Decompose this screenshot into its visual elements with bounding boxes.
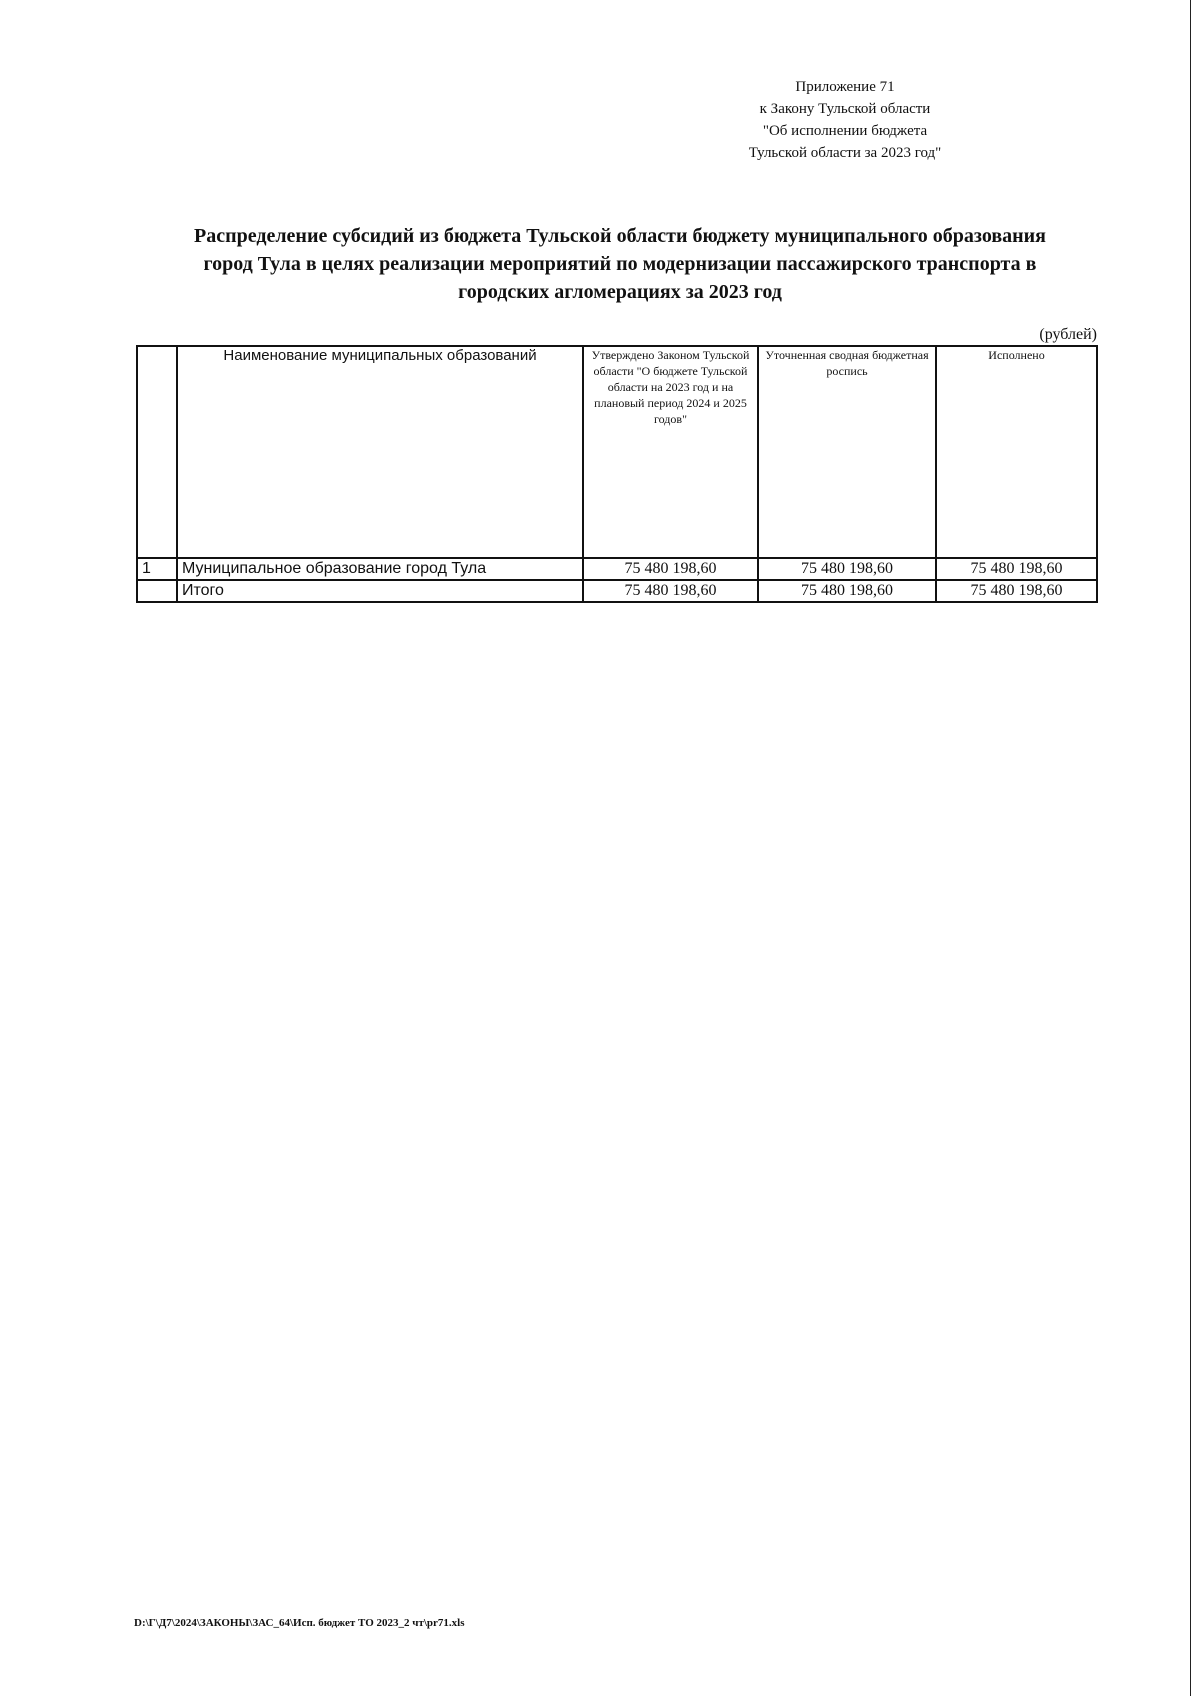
row-approved-cell: 75 480 198,60 (583, 558, 758, 580)
header-executed-cell: Исполнено (936, 346, 1097, 558)
total-approved-cell: 75 480 198,60 (583, 580, 758, 602)
appendix-line: Тульской области за 2023 год" (748, 145, 942, 161)
header-refined-cell: Уточненная сводная бюджетная роспись (758, 346, 936, 558)
row-name-cell: Муниципальное образование город Тула (177, 558, 583, 580)
total-refined-cell: 75 480 198,60 (758, 580, 936, 602)
header-approved-cell: Утверждено Законом Тульской области "О бюджете Тульской области на 2023 год и на плановый период 2024 и 2025 годов" (583, 346, 758, 558)
appendix-line: Приложение 71 (795, 79, 895, 95)
appendix-header (720, 76, 970, 164)
row-executed-cell: 75 480 198,60 (936, 558, 1097, 580)
table-row (137, 558, 1097, 580)
total-name-cell: Итого (177, 580, 583, 602)
header-number-cell (137, 346, 177, 558)
subsidy-table (136, 345, 1098, 603)
document-title (130, 222, 1110, 306)
row-number-cell: 1 (137, 558, 177, 580)
file-path-footer: D:\Г\Д7\2024\ЗАКОНЫ\ЗАС_64\Исп. бюджет ТО 2023_2 чт\pr71.xls (134, 1617, 465, 1629)
table-header-row (137, 346, 1097, 558)
scan-edge-line (1190, 0, 1191, 1696)
table-total-row (137, 580, 1097, 602)
appendix-line: "Об исполнении бюджета (762, 123, 928, 139)
units-label: (рублей) (1039, 326, 1097, 343)
title-line: город Тула в целях реализации мероприятий по модернизации пассажирского транспорта в (203, 253, 1037, 275)
title-line: городских агломерациях за 2023 год (458, 281, 782, 303)
title-line: Распределение субсидий из бюджета Тульской области бюджету муниципального образования (193, 225, 1046, 247)
appendix-line: к Закону Тульской области (759, 101, 931, 117)
header-name-cell: Наименование муниципальных образований (177, 346, 583, 558)
total-executed-cell: 75 480 198,60 (936, 580, 1097, 602)
row-refined-cell: 75 480 198,60 (758, 558, 936, 580)
total-number-cell (137, 580, 177, 602)
